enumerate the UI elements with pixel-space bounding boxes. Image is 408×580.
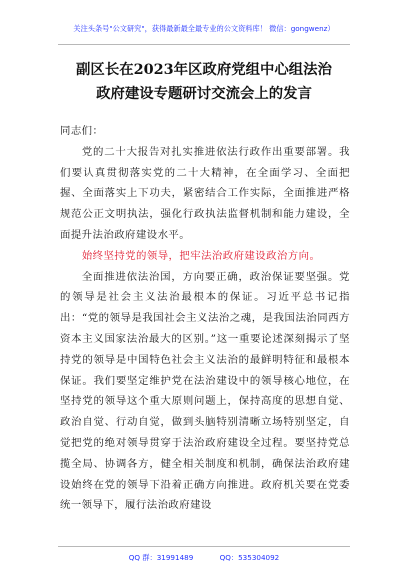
document-title <box>0 58 408 106</box>
footer-qq: QQ：535304092 <box>219 553 280 562</box>
title-line-1: 副区长在2023年区政府党组中心组法治 <box>76 61 332 78</box>
section-heading-1: 始终坚持党的领导，把牢法治政府建设政治方向。 <box>81 249 321 262</box>
document-body <box>60 121 350 539</box>
salutation: 同志们： <box>60 125 104 137</box>
footer-qq-group: QQ 群：31991489 <box>128 553 194 562</box>
top-banner <box>58 20 350 45</box>
banner-text: 关注头条号"公文研究"，获得最新最全最专业的公文资料库！ 微信：gongwenz） <box>73 24 335 33</box>
paragraph-2: 全面推进依法治国，方向要正确，政治保证要坚强。党的领导是社会主义法治最根本的保证。习近平总书记指出：“党的领导是我国社会主义法治之魂，是我国法治同西方资本主义国家法治最大的区别。”这一重要论述深刻揭示了坚持党的领导是中国特色社会主义法治的最鲜明特征和最根本保证。我们要坚定维护党在法治建设中的领导核心地位，在坚持党的领导这个重大原则问题上，保持高度的思想自觉、政治自觉、行动自觉，做到头脑特别清晰立场特别坚定，自觉把党的绝对领导贯穿于法治政府建设全过程。要坚持党总揽全局、协调各方，健全相关制度和机制，确保法治政府建设始终在党的领导下沿着正确方向推进。政府机关要在党委统一领导下，履行法治政府建设 <box>60 270 350 512</box>
title-line-2: 政府建设专题研讨交流会上的发言 <box>96 85 312 102</box>
paragraph-1: 党的二十大报告对扎实推进依法行政作出重要部署。我们要认真贯彻落实党的二十大精神，在全面学习、全面把握、全面落实上下功夫，紧密结合工作实际，全面推进严格规范公正文明执法，强化行政执法监督机制和能力建设，全面提升法治政府建设水平。 <box>60 145 350 241</box>
footer <box>58 546 350 566</box>
